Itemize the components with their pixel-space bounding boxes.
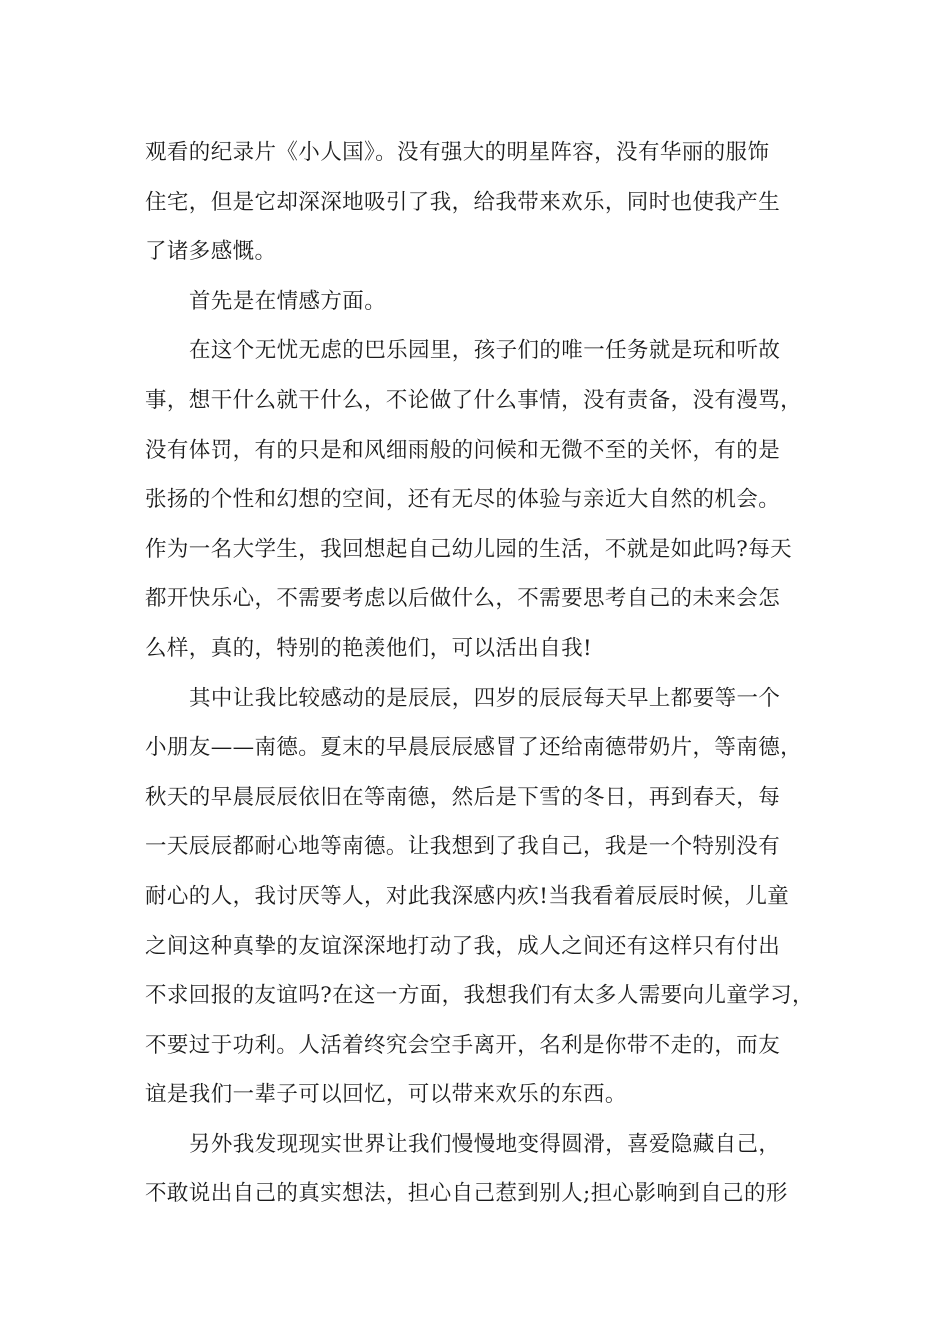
text-line: 谊是我们一辈子可以回忆，可以带来欢乐的东西。 [145, 1082, 627, 1108]
text-line: 没有体罚，有的只是和风细雨般的问候和无微不至的关怀，有的是 [145, 437, 781, 463]
text-line: 事，想干什么就干什么，不论做了什么事情，没有责备，没有漫骂， [145, 387, 803, 413]
text-line: 不要过于功利。人活着终究会空手离开，名利是你带不走的，而友 [145, 1032, 781, 1058]
text-line: 住宅，但是它却深深地吸引了我，给我带来欢乐，同时也使我产生 [145, 189, 781, 215]
text-line: 不敢说出自己的真实想法，担心自己惹到别人;担心影响到自己的形 [145, 1181, 788, 1207]
paragraph-start-line: 另外我发现现实世界让我们慢慢地变得圆滑，喜爱隐藏自己， [189, 1131, 781, 1157]
text-line: 秋天的早晨辰辰依旧在等南德，然后是下雪的冬日，再到春天，每 [145, 784, 781, 810]
paragraph-start-line: 其中让我比较感动的是辰辰，四岁的辰辰每天早上都要等一个 [189, 685, 781, 711]
text-line: 了诸多感慨。 [145, 239, 277, 265]
text-line: 张扬的个性和幻想的空间，还有无尽的体验与亲近大自然的机会。 [145, 487, 781, 513]
text-line: 小朋友——南德。夏末的早晨辰辰感冒了还给南德带奶片，等南德， [145, 735, 803, 761]
body-text [145, 128, 825, 1219]
text-line: 一天辰辰都耐心地等南德。让我想到了我自己，我是一个特别没有 [145, 834, 781, 860]
text-line: 耐心的人，我讨厌等人，对此我深感内疚!当我看着辰辰时候，儿童 [145, 883, 790, 909]
text-line: 不求回报的友谊吗?在这一方面，我想我们有太多人需要向儿童学习， [145, 983, 814, 1009]
text-line: 么样，真的，特别的艳羡他们，可以活出自我! [145, 635, 593, 661]
paragraph-start-line: 首先是在情感方面。 [189, 288, 387, 314]
text-line: 作为一名大学生，我回想起自己幼儿园的生活，不就是如此吗?每天 [145, 536, 793, 562]
text-line: 都开快乐心，不需要考虑以后做什么，不需要思考自己的未来会怎 [145, 586, 781, 612]
text-line: 之间这种真挚的友谊深深地打动了我，成人之间还有这样只有付出 [145, 933, 781, 959]
paragraph-start-line: 在这个无忧无虑的巴乐园里，孩子们的唯一任务就是玩和听故 [189, 338, 781, 364]
text-line: 观看的纪录片《小人国》。没有强大的明星阵容，没有华丽的服饰 [145, 140, 770, 165]
